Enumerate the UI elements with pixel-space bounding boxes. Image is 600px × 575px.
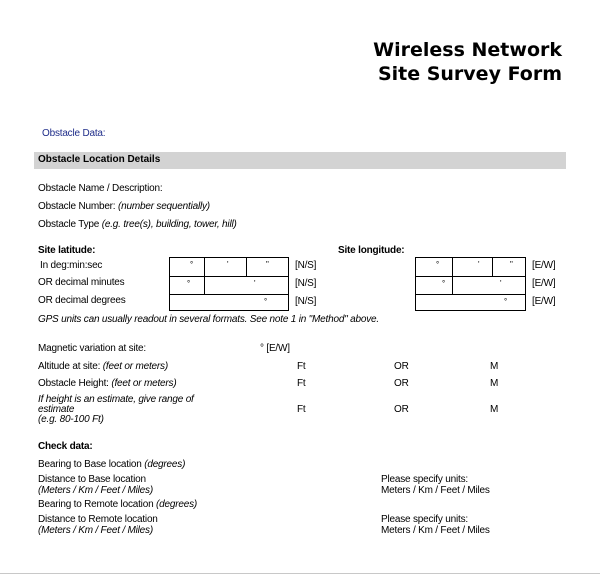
- latitude-deg-symbol: °: [190, 260, 194, 269]
- longitude-entry-grid: [415, 257, 526, 311]
- latitude-entry-grid: [169, 257, 289, 311]
- check-data-heading: Check data:: [38, 441, 93, 452]
- page-bottom-divider: [0, 573, 600, 574]
- distance-base-label: Distance to Base location: [38, 474, 146, 485]
- estimate-ft: Ft: [297, 404, 306, 415]
- longitude-decmin-min-symbol: ': [500, 279, 502, 288]
- longitude-decmin-deg-symbol: °: [442, 279, 446, 288]
- bearing-base-label: Bearing to Base location: [38, 459, 142, 470]
- obstacle-type-label: Obstacle Type: [38, 219, 100, 230]
- bearing-base-row: [38, 459, 185, 470]
- latitude-decdeg-label: OR decimal degrees: [38, 295, 126, 306]
- bearing-remote-hint: (degrees): [156, 499, 198, 510]
- longitude-min-symbol: ': [478, 260, 480, 269]
- latitude-decmin-min-symbol: ': [254, 279, 256, 288]
- longitude-heading: Site longitude:: [338, 245, 405, 256]
- distance-remote-hint: (Meters / Km / Feet / Miles): [38, 525, 153, 536]
- latitude-heading: Site latitude:: [38, 245, 96, 256]
- distance-remote-specify: Please specify units:: [381, 514, 468, 525]
- longitude-decmin-row[interactable]: [416, 276, 525, 294]
- latitude-dir-2: [N/S]: [295, 278, 317, 289]
- bearing-base-hint: (degrees): [144, 459, 186, 470]
- latitude-min-symbol: ': [227, 260, 229, 269]
- altitude-ft: Ft: [297, 361, 306, 372]
- obstacle-number-hint: (number sequentially): [117, 201, 210, 212]
- distance-base-specify: Please specify units:: [381, 474, 468, 485]
- altitude-or: OR: [394, 361, 409, 372]
- obstacle-number-row: [38, 201, 210, 212]
- latitude-decmin-label: OR decimal minutes: [38, 277, 125, 288]
- obstacle-number-label: Obstacle Number:: [38, 201, 116, 212]
- altitude-row: [38, 361, 168, 372]
- distance-base-options: Meters / Km / Feet / Miles: [381, 485, 490, 496]
- latitude-decdeg-symbol: °: [264, 297, 268, 306]
- longitude-dir-3: [E/W]: [532, 296, 556, 307]
- section-header-bar: [34, 152, 566, 169]
- height-hint: (feet or meters): [111, 378, 177, 389]
- obstacle-type-row: [38, 219, 237, 230]
- estimate-m: M: [490, 404, 499, 415]
- latitude-dms-row[interactable]: [170, 258, 288, 276]
- estimate-line2: estimate: [38, 404, 75, 415]
- height-m: M: [490, 378, 499, 389]
- altitude-hint: (feet or meters): [102, 361, 168, 372]
- height-ft: Ft: [297, 378, 306, 389]
- latitude-decmin-row[interactable]: [170, 276, 288, 294]
- estimate-line3: (e.g. 80-100 Ft): [38, 414, 104, 425]
- longitude-dir-1: [E/W]: [532, 260, 556, 271]
- height-label: Obstacle Height:: [38, 378, 109, 389]
- distance-remote-label: Distance to Remote location: [38, 514, 158, 525]
- magnetic-variation-label: Magnetic variation at site:: [38, 343, 146, 354]
- form-title-line1: Wireless Network: [373, 39, 562, 61]
- bearing-remote-row: [38, 499, 197, 510]
- longitude-dir-2: [E/W]: [532, 278, 556, 289]
- estimate-line1: If height is an estimate, give range of: [38, 394, 194, 405]
- latitude-decmin-deg-symbol: °: [187, 279, 191, 288]
- height-or: OR: [394, 378, 409, 389]
- longitude-decdeg-symbol: °: [504, 297, 508, 306]
- form-title-line2: Site Survey Form: [377, 63, 562, 85]
- height-row: [38, 378, 176, 389]
- latitude-dms-label: In deg:min:sec: [40, 260, 103, 271]
- section-label: Obstacle Data:: [42, 128, 106, 139]
- obstacle-type-hint: (e.g. tree(s), building, tower, hill): [101, 219, 237, 230]
- latitude-decdeg-row[interactable]: [170, 294, 288, 311]
- altitude-label: Altitude at site:: [38, 361, 101, 372]
- latitude-dir-1: [N/S]: [295, 260, 317, 271]
- distance-remote-options: Meters / Km / Feet / Miles: [381, 525, 490, 536]
- longitude-sec-symbol: ": [510, 260, 513, 269]
- latitude-dir-3: [N/S]: [295, 296, 317, 307]
- gps-note: GPS units can usually readout in several formats. See note 1 in "Method" above.: [38, 314, 379, 325]
- obstacle-name-label: Obstacle Name / Description:: [38, 183, 163, 194]
- longitude-decdeg-row[interactable]: [416, 294, 525, 311]
- section-header: Obstacle Location Details: [38, 154, 161, 165]
- distance-base-hint: (Meters / Km / Feet / Miles): [38, 485, 153, 496]
- longitude-dms-row[interactable]: [416, 258, 525, 276]
- latitude-sec-symbol: ": [266, 260, 269, 269]
- bearing-remote-label: Bearing to Remote location: [38, 499, 154, 510]
- altitude-m: M: [490, 361, 499, 372]
- estimate-or: OR: [394, 404, 409, 415]
- longitude-deg-symbol: °: [436, 260, 440, 269]
- magnetic-variation-unit: ° [E/W]: [260, 343, 290, 354]
